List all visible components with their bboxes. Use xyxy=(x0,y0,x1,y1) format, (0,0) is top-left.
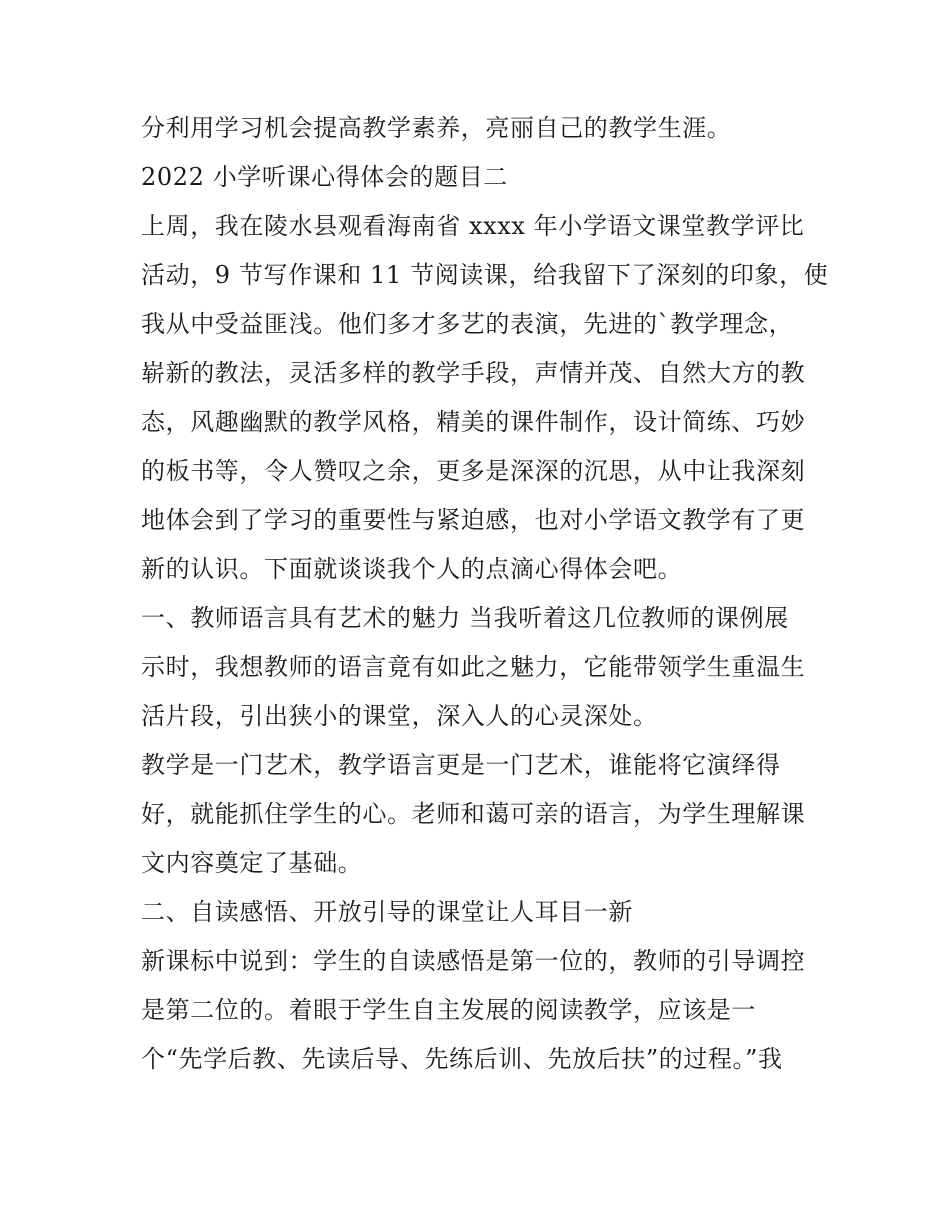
document-body xyxy=(141,104,829,1084)
text-line: 一、教师语言具有艺术的魅力 当我听着这几位教师的课例展 xyxy=(141,604,789,632)
text-line: 上周，我在陵水县观看海南省 xxxx 年小学语文课堂教学评比 xyxy=(141,212,805,240)
section-heading: 2022 小学听课心得体会的题目二 xyxy=(141,163,508,191)
text-line: 教学是一门艺术，教学语言更是一门艺术，谁能将它演绎得 xyxy=(141,751,781,779)
text-line: 文内容奠定了基础。 xyxy=(141,849,363,877)
text-line: 是第二位的。着眼于学生自主发展的阅读教学，应该是一 xyxy=(141,996,756,1024)
text-line: 新的认识。下面就谈谈我个人的点滴心得体会吧。 xyxy=(141,555,683,583)
text-line: 崭新的教法，灵活多样的教学手段，声情并茂、自然大方的教 xyxy=(141,359,806,387)
text-line: 我从中受益匪浅。他们多才多艺的表演，先进的`教学理念， xyxy=(141,310,794,338)
text-line: 新课标中说到：学生的自读感悟是第一位的，教师的引导调控 xyxy=(141,947,806,975)
text-line: 活片段，引出狭小的课堂，深入人的心灵深处。 xyxy=(141,702,658,730)
text-line: 地体会到了学习的重要性与紧迫感，也对小学语文教学有了更 xyxy=(141,506,806,534)
text-line: 好，就能抓住学生的心。老师和蔼可亲的语言，为学生理解课 xyxy=(141,800,806,828)
text-line: 态，风趣幽默的教学风格，精美的课件制作，设计简练、巧妙 xyxy=(141,408,806,436)
text-line: 的板书等，令人赞叹之余，更多是深深的沉思，从中让我深刻 xyxy=(141,457,806,485)
text-line: 个“先学后教、先读后导、先练后训、先放后扶”的过程。”我 xyxy=(141,1045,783,1073)
text-line: 分利用学习机会提高教学素养，亮丽自己的教学生涯。 xyxy=(141,114,732,142)
text-line: 示时，我想教师的语言竟有如此之魅力，它能带领学生重温生 xyxy=(141,653,806,681)
text-line: 活动，9 节写作课和 11 节阅读课，给我留下了深刻的印象，使 xyxy=(141,261,829,289)
section-heading: 二、自读感悟、开放引导的课堂让人耳目一新 xyxy=(141,898,633,926)
